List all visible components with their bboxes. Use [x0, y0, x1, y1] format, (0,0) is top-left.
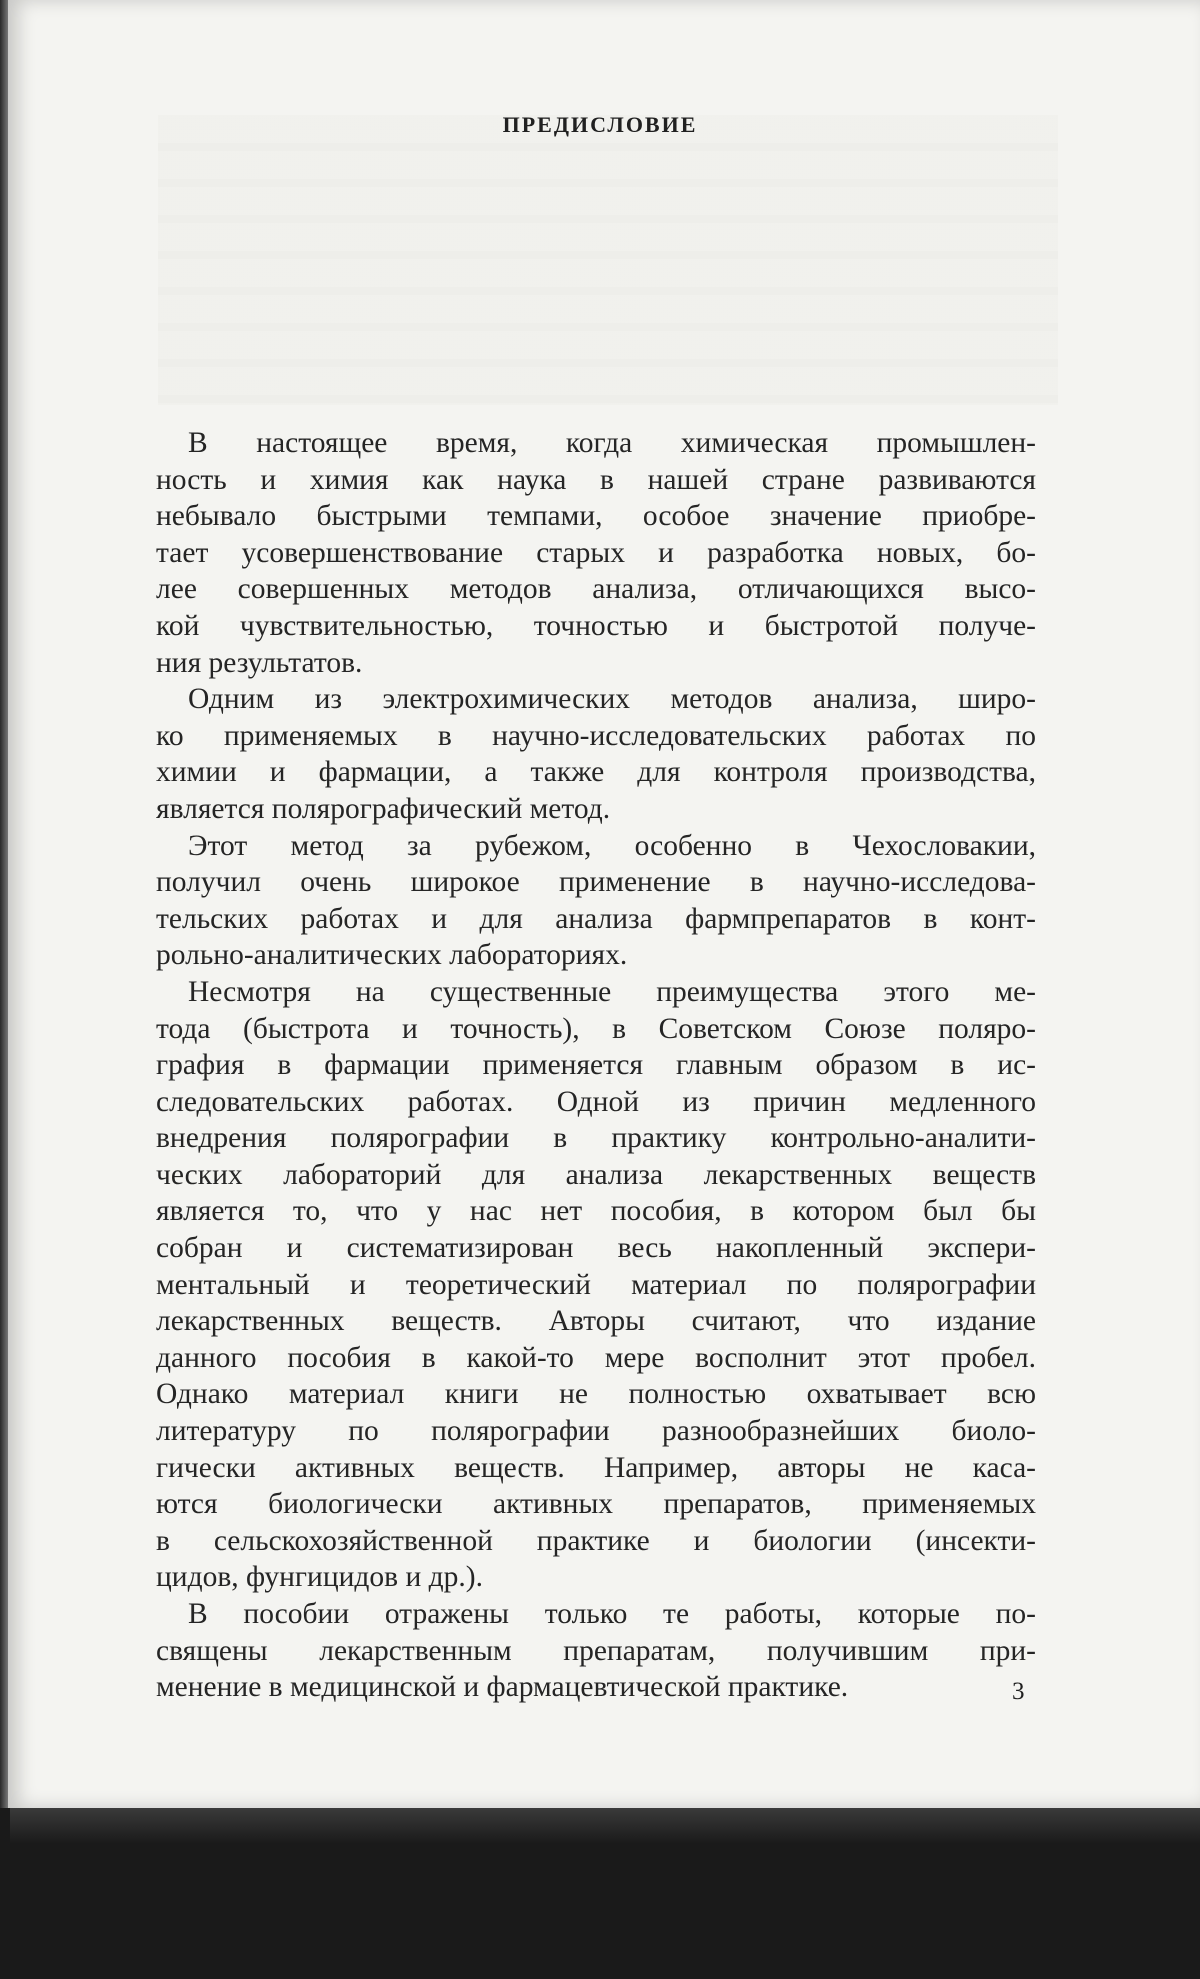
- scan-background-bottom: [0, 1808, 1200, 1979]
- text-line: данного пособия в какой-то мере восполнит этот пробел.: [156, 1341, 1036, 1374]
- text-line: тельских работах и для анализа фармпрепаратов в конт-: [156, 902, 1036, 935]
- text-line: ментальный и теоретический материал по полярографии: [156, 1268, 1036, 1301]
- scan-page-gap: [10, 1808, 1200, 1844]
- text-line: является то, что у нас нет пособия, в котором был бы: [156, 1195, 1036, 1228]
- text-line: Однако материал книги не полностью охватывает всю: [156, 1378, 1036, 1411]
- paragraph: [156, 425, 1036, 681]
- text-line: собран и систематизирован весь накопленный экспери-: [156, 1232, 1036, 1265]
- paragraph: [156, 1596, 1036, 1706]
- text-line: лее совершенных методов анализа, отличающихся высо-: [156, 573, 1036, 606]
- page-number: 3: [1012, 1678, 1025, 1705]
- text-line: в сельскохозяйственной практике и биологии (инсекти-: [156, 1524, 1036, 1557]
- text-line: тает усовершенствование старых и разработка новых, бо-: [156, 536, 1036, 569]
- text-line: ко применяемых в научно-исследовательских работах по: [156, 719, 1036, 752]
- text-line: ность и химия как наука в нашей стране развиваются: [156, 463, 1036, 496]
- text-line: литературу по полярографии разнообразнейших биоло-: [156, 1415, 1036, 1448]
- text-line: менение в медицинской и фармацевтической практике.: [156, 1671, 849, 1704]
- text-line: В пособии отражены только те работы, которые по-: [188, 1598, 1036, 1630]
- text-line: ческих лабораторий для анализа лекарственных веществ: [156, 1158, 1036, 1191]
- paragraph: [156, 681, 1036, 827]
- text-line: рольно-аналитических лабораториях.: [156, 939, 628, 972]
- page-title: ПРЕДИСЛОВИЕ: [502, 112, 698, 137]
- text-line: Одним из электрохимических методов анализа, широ-: [188, 683, 1036, 716]
- text-line: священы лекарственным препаратам, получившим при-: [156, 1634, 1036, 1667]
- text-line: Этот метод за рубежом, особенно в Чехословакии,: [188, 829, 1036, 862]
- text-line: небывало быстрыми темпами, особое значение приобре-: [156, 500, 1036, 533]
- text-line: получил очень широкое применение в научно-исследова-: [156, 866, 1036, 899]
- text-line: кой чувствительностью, точностью и быстротой получе-: [156, 609, 1036, 642]
- paragraph: [156, 974, 1036, 1596]
- text-line: ются биологически активных препаратов, применяемых: [156, 1488, 1036, 1521]
- text-line: цидов, фунгицидов и др.).: [156, 1561, 483, 1594]
- text-line: следовательских работах. Одной из причин медленного: [156, 1085, 1036, 1118]
- text-line: тода (быстрота и точность), в Советском Союзе поляро-: [156, 1012, 1036, 1045]
- text-line: В настоящее время, когда химическая промышлен-: [188, 427, 1036, 459]
- text-line: лекарственных веществ. Авторы считают, что издание: [156, 1305, 1036, 1338]
- text-line: Несмотря на существенные преимущества этого ме-: [188, 975, 1036, 1008]
- text-line: ния результатов.: [156, 646, 363, 679]
- paragraph: [156, 828, 1036, 974]
- text-line: внедрения полярографии в практику контрольно-аналити-: [156, 1122, 1036, 1155]
- text-line: гически активных веществ. Например, авторы не каса-: [156, 1451, 1036, 1484]
- text-line: является полярографический метод.: [156, 792, 611, 825]
- text-line: химии и фармации, а также для контроля производства,: [156, 756, 1036, 789]
- text-line: графия в фармации применяется главным образом в ис-: [156, 1049, 1036, 1082]
- body-text: [156, 425, 1036, 1706]
- bleed-through-shadow: [158, 115, 1058, 405]
